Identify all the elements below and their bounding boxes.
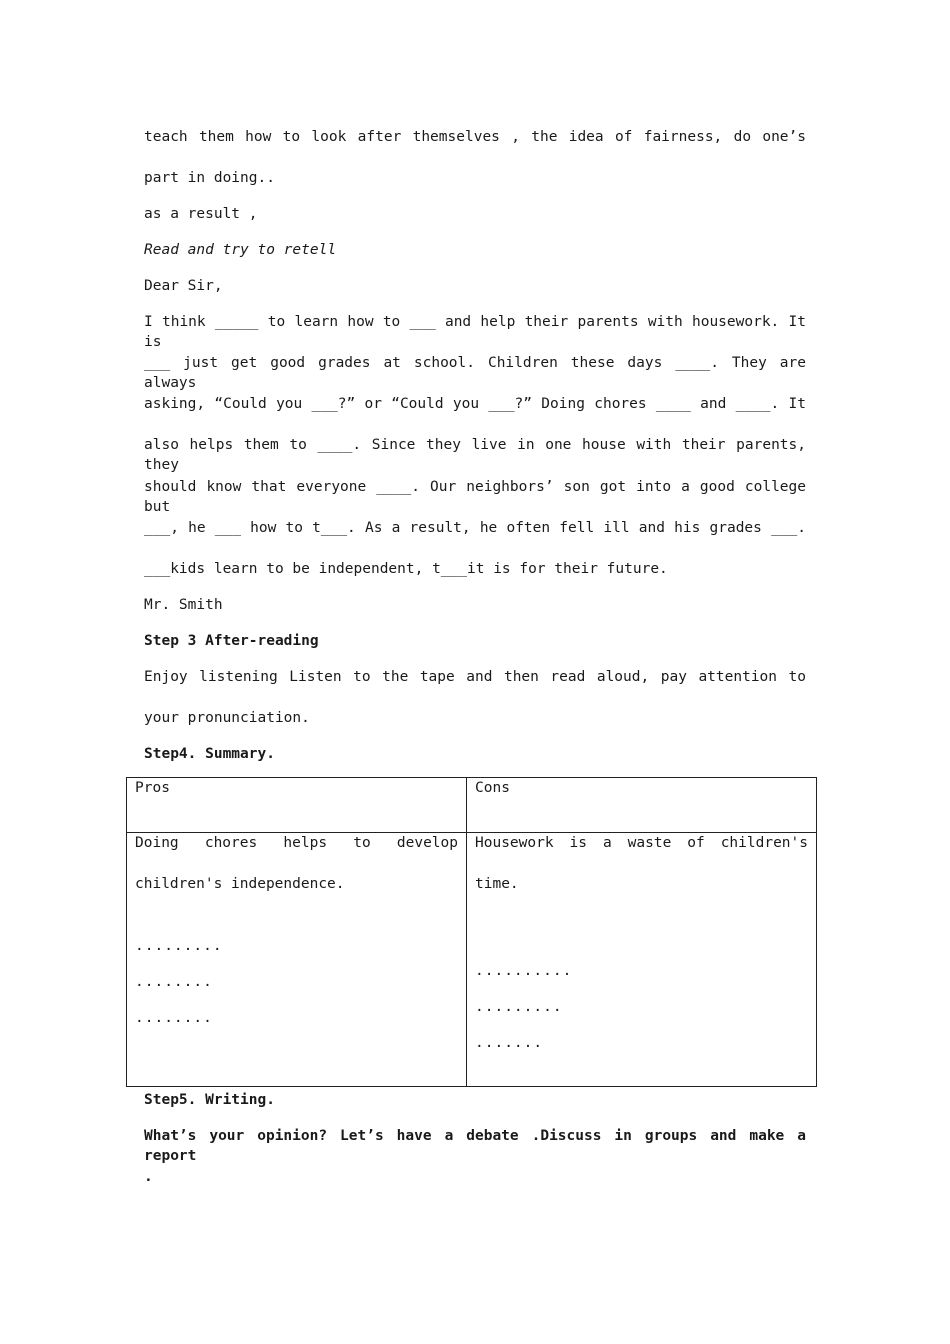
letter-line-7: ___kids learn to be independent, t___it is for their future. (144, 561, 668, 577)
letter-line-1: I think _____ to learn how to ___ and help their parents with housework. It is (144, 314, 806, 350)
step5-heading: Step5. Writing. (144, 1092, 275, 1108)
cons-dots-1: .......... (475, 963, 573, 979)
intro-line-3: as a result , (144, 206, 258, 222)
letter-signature: Mr. Smith (144, 597, 223, 613)
intro-line-2: part in doing.. (144, 170, 275, 186)
pros-line-2: children's independence. (135, 876, 345, 892)
pros-header (127, 778, 467, 833)
summary-header-row (127, 778, 817, 833)
cons-line-1: Housework is a waste of children's (475, 835, 808, 851)
pros-dots-3: ........ (135, 1010, 213, 1026)
cons-dots-3: ....... (475, 1035, 544, 1051)
step3-line-1: Enjoy listening Listen to the tape and then read aloud, pay attention to (144, 669, 806, 685)
cons-line-2: time. (475, 876, 519, 892)
summary-table (126, 777, 817, 1087)
intro-line-1: teach them how to look after themselves , the idea of fairness, do one’s (144, 129, 806, 145)
step5-line-2: . (144, 1169, 153, 1185)
letter-line-6: ___, he ___ how to t___. As a result, he often fell ill and his grades ___. (144, 520, 806, 536)
letter-salutation: Dear Sir, (144, 278, 223, 294)
pros-dots-2: ........ (135, 974, 213, 990)
step4-heading: Step4. Summary. (144, 746, 275, 762)
letter-line-5: should know that everyone ____. Our neighbors’ son got into a good college but (144, 479, 806, 515)
retell-heading: Read and try to retell (144, 242, 337, 258)
pros-dots-1: ......... (135, 938, 223, 954)
step3-line-2: your pronunciation. (144, 710, 310, 726)
pros-line-1: Doing chores helps to develop (135, 835, 458, 851)
summary-body-row (127, 833, 817, 1087)
step5-line-1: What’s your opinion? Let’s have a debate .Discuss in groups and make a report (144, 1128, 806, 1164)
pros-cell (127, 833, 467, 1087)
step3-heading: Step 3 After-reading (144, 633, 319, 649)
cons-dots-2: ......... (475, 999, 563, 1015)
cons-header (467, 778, 817, 833)
letter-line-2: ___ just get good grades at school. Children these days ____. They are always (144, 355, 806, 391)
pros-header-label: Pros (135, 780, 170, 796)
cons-cell (467, 833, 817, 1087)
letter-line-4: also helps them to ____. Since they live in one house with their parents, they (144, 437, 806, 473)
letter-line-3: asking, “Could you ___?” or “Could you ___?” Doing chores ____ and ____. It (144, 396, 806, 412)
cons-header-label: Cons (475, 780, 510, 796)
